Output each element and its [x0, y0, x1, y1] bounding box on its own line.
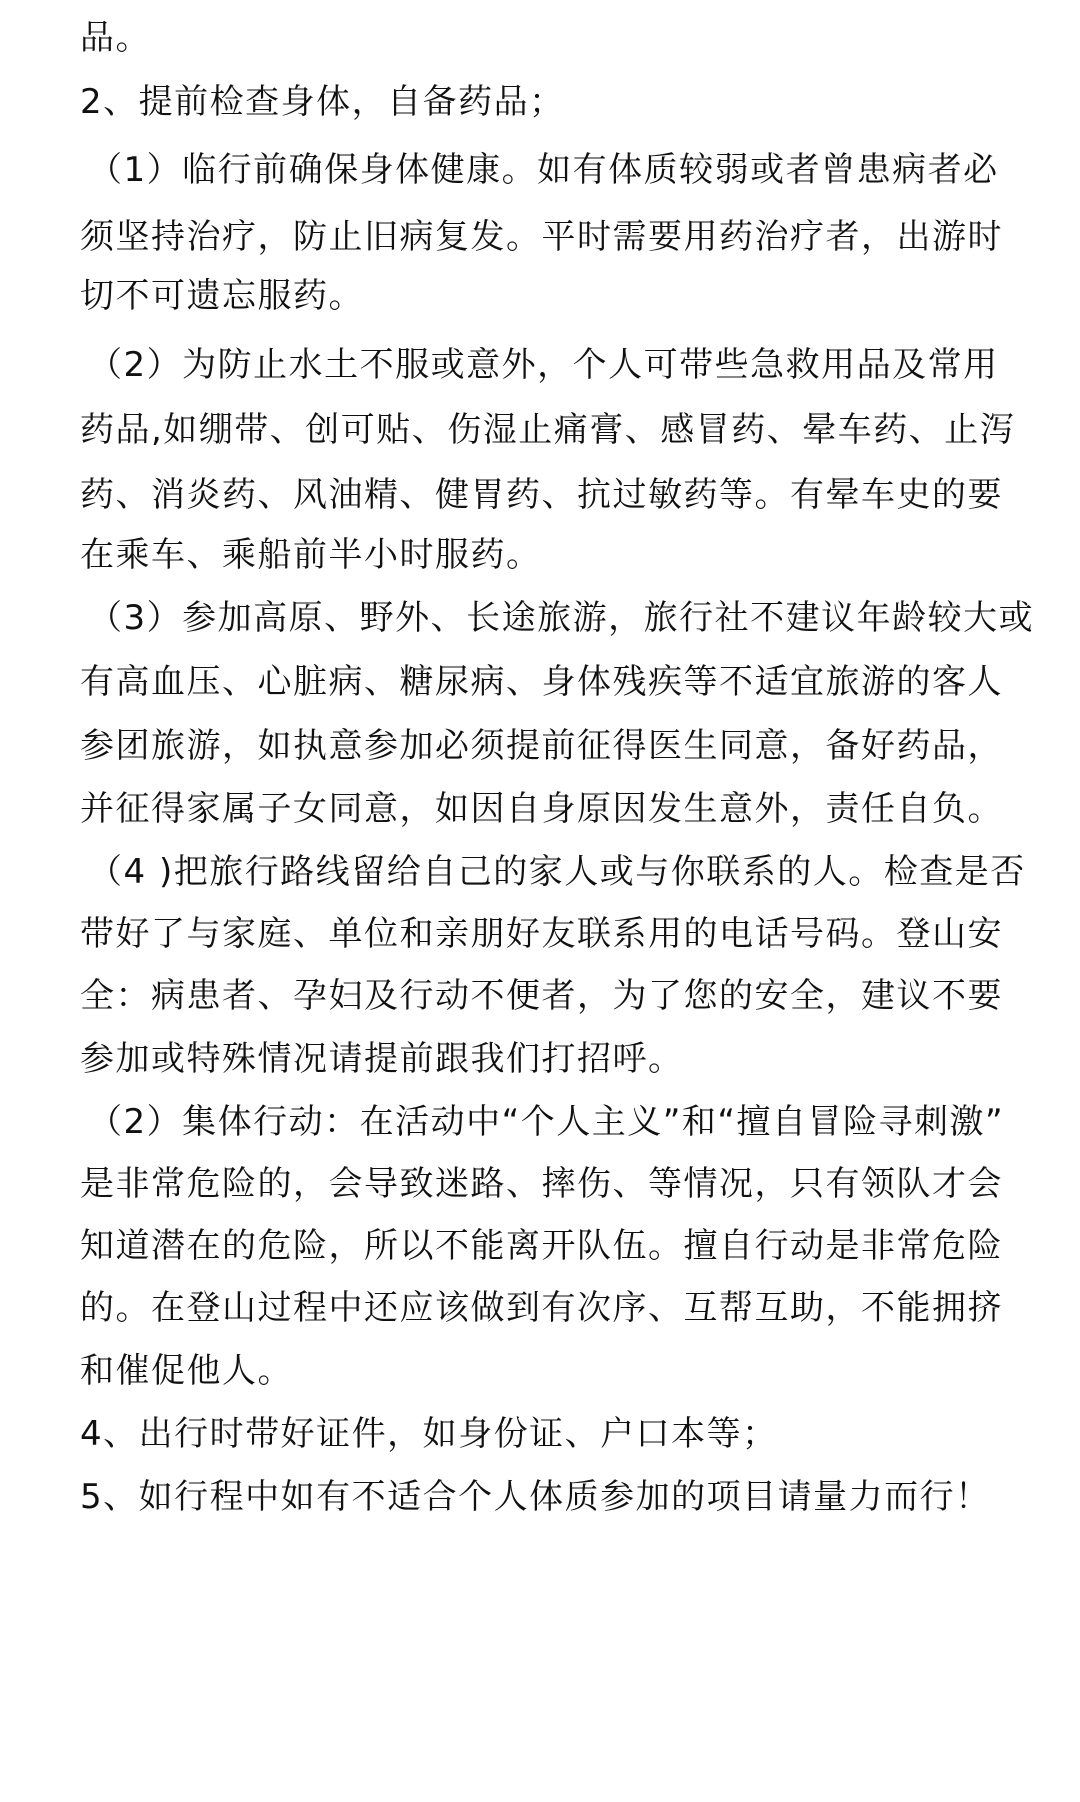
section-heading: 2、提前检查身体，自备药品； [80, 82, 565, 122]
text-line: （2）集体行动：在活动中“个人主义”和“擅自冒险寻刺激” [88, 1102, 1005, 1142]
text-line: （4 )把旅行路线留给自己的家人或与你联系的人。检查是否 [88, 852, 1026, 892]
text-line: 并征得家属子女同意，如因自身原因发生意外，责任自负。 [80, 789, 1003, 829]
section-heading: 5、如行程中如有不适合个人体质参加的项目请量力而行！ [80, 1477, 991, 1517]
text-line: 药、消炎药、风油精、健胃药、抗过敏药等。有晕车史的要 [80, 475, 1003, 515]
text-line: 全：病患者、孕妇及行动不便者，为了您的安全，建议不要 [80, 976, 1003, 1016]
text-line: （1）临行前确保身体健康。如有体质较弱或者曾患病者必 [88, 150, 999, 190]
text-line: 品。 [80, 18, 151, 58]
text-line: 带好了与家庭、单位和亲朋好友联系用的电话号码。登山安 [80, 914, 1003, 954]
text-line: 是非常危险的，会导致迷路、摔伤、等情况，只有领队才会 [80, 1164, 1003, 1204]
text-line: 和催促他人。 [80, 1351, 293, 1391]
text-line: 切不可遗忘服药。 [80, 276, 364, 316]
text-line: 参加或特殊情况请提前跟我们打招呼。 [80, 1039, 684, 1079]
text-line: 知道潜在的危险，所以不能离开队伍。擅自行动是非常危险 [80, 1226, 1003, 1266]
text-line: 须坚持治疗，防止旧病复发。平时需要用药治疗者，出游时 [80, 217, 1003, 257]
text-line: 药品,如绷带、创可贴、伤湿止痛膏、感冒药、晕车药、止泻 [80, 410, 1016, 450]
text-line: 有高血压、心脏病、糖尿病、身体残疾等不适宜旅游的客人 [80, 662, 1003, 702]
text-line: 的。在登山过程中还应该做到有次序、互帮互助，不能拥挤 [80, 1288, 1003, 1328]
text-line: 在乘车、乘船前半小时服药。 [80, 535, 542, 575]
text-line: （2）为防止水土不服或意外，个人可带些急救用品及常用 [88, 345, 999, 385]
text-line: （3）参加高原、野外、长途旅游，旅行社不建议年龄较大或 [88, 598, 1035, 638]
section-heading: 4、出行时带好证件，如身份证、户口本等； [80, 1414, 778, 1454]
text-line: 参团旅游，如执意参加必须提前征得医生同意，备好药品， [80, 726, 1003, 766]
